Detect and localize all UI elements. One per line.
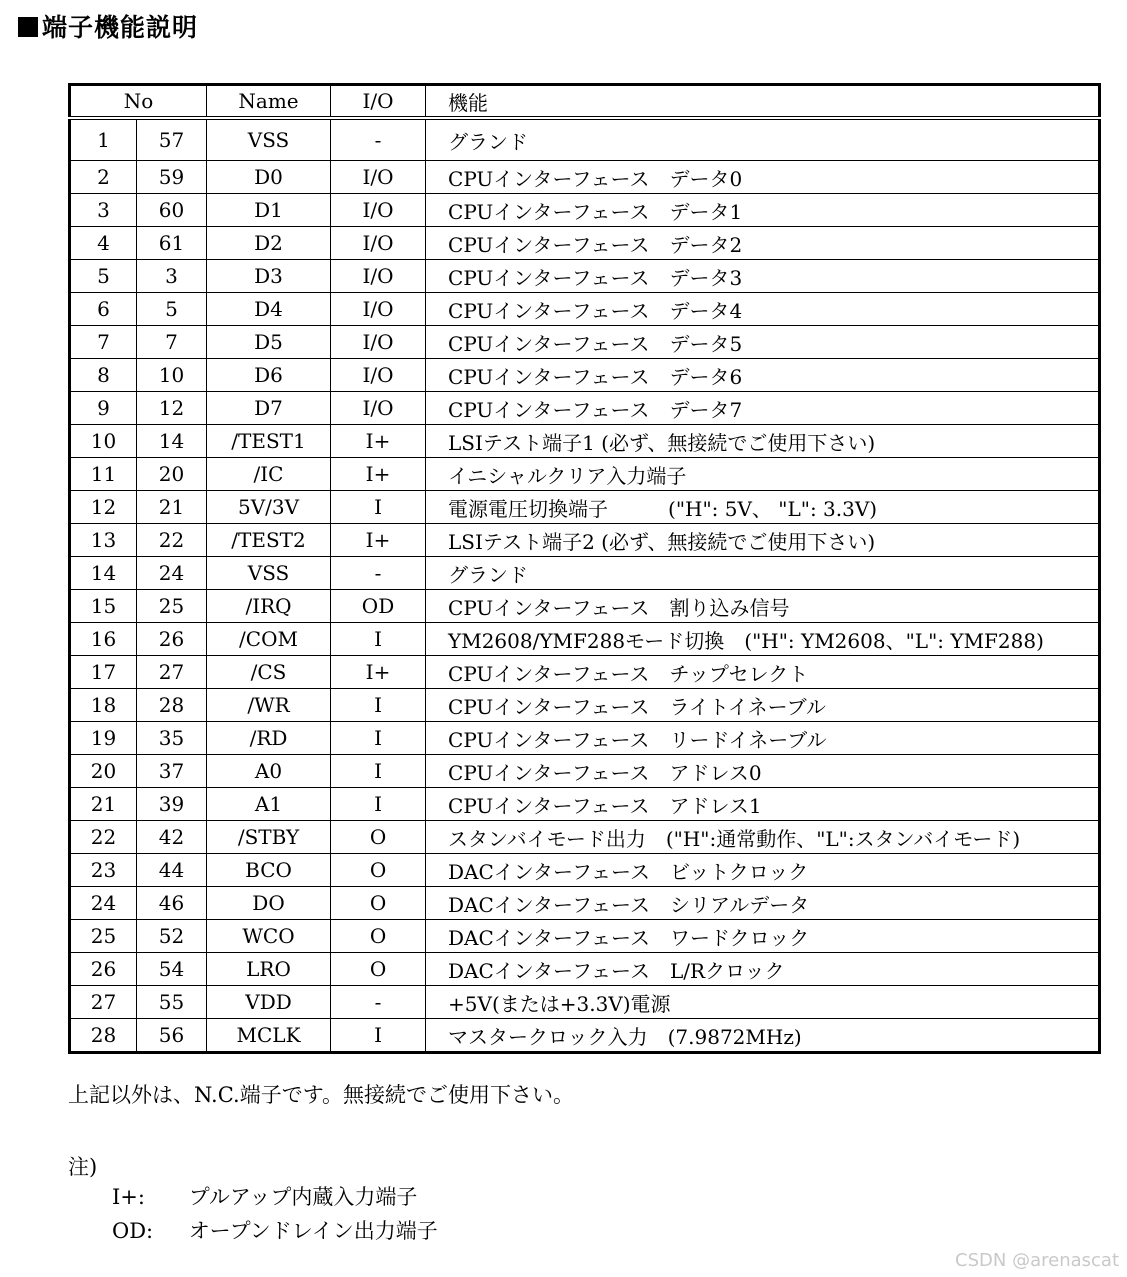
cell-function: DACインターフェース L/Rクロック — [426, 953, 1100, 986]
cell-pin: 44 — [137, 854, 207, 887]
cell-no: 17 — [70, 656, 137, 689]
cell-pin: 60 — [137, 194, 207, 227]
cell-pin: 35 — [137, 722, 207, 755]
table-row — [70, 425, 1100, 458]
cell-no: 18 — [70, 689, 137, 722]
cell-io: I+ — [331, 524, 426, 557]
cell-io: OD — [331, 590, 426, 623]
cell-io: O — [331, 821, 426, 854]
cell-function: CPUインターフェース アドレス0 — [426, 755, 1100, 788]
table-row — [70, 194, 1100, 227]
cell-io: I — [331, 788, 426, 821]
cell-name: /TEST2 — [207, 524, 331, 557]
cell-pin: 61 — [137, 227, 207, 260]
cell-no: 12 — [70, 491, 137, 524]
cell-name: D0 — [207, 161, 331, 194]
cell-io: I — [331, 491, 426, 524]
cell-name: 5V/3V — [207, 491, 331, 524]
cell-io: I/O — [331, 359, 426, 392]
legend-item — [112, 1181, 417, 1211]
cell-no: 24 — [70, 887, 137, 920]
legend-text: オープンドレイン出力端子 — [188, 1219, 438, 1243]
legend-key: I+: — [112, 1185, 145, 1209]
cell-no: 27 — [70, 986, 137, 1019]
cell-function: DACインターフェース ワードクロック — [426, 920, 1100, 953]
notes-title: 注) — [68, 1155, 98, 1179]
cell-pin: 5 — [137, 293, 207, 326]
cell-pin: 22 — [137, 524, 207, 557]
square-bullet-icon — [18, 17, 38, 37]
cell-io: I — [331, 689, 426, 722]
table-row — [70, 161, 1100, 194]
table-body — [70, 118, 1100, 1053]
cell-no: 26 — [70, 953, 137, 986]
cell-no: 4 — [70, 227, 137, 260]
header-function: 機能 — [426, 85, 1100, 119]
cell-io: I+ — [331, 425, 426, 458]
cell-pin: 25 — [137, 590, 207, 623]
cell-no: 16 — [70, 623, 137, 656]
cell-no: 11 — [70, 458, 137, 491]
cell-name: D3 — [207, 260, 331, 293]
cell-io: I — [331, 722, 426, 755]
pin-function-table — [68, 83, 1101, 1054]
table-row — [70, 854, 1100, 887]
cell-no: 2 — [70, 161, 137, 194]
cell-name: BCO — [207, 854, 331, 887]
cell-pin: 27 — [137, 656, 207, 689]
cell-function: CPUインターフェース 割り込み信号 — [426, 590, 1100, 623]
cell-function: CPUインターフェース データ7 — [426, 392, 1100, 425]
cell-pin: 7 — [137, 326, 207, 359]
cell-no: 19 — [70, 722, 137, 755]
cell-pin: 12 — [137, 392, 207, 425]
cell-no: 8 — [70, 359, 137, 392]
cell-function: CPUインターフェース データ1 — [426, 194, 1100, 227]
cell-name: WCO — [207, 920, 331, 953]
cell-name: /TEST1 — [207, 425, 331, 458]
cell-io: I/O — [331, 293, 426, 326]
table-row — [70, 953, 1100, 986]
cell-function: イニシャルクリア入力端子 — [426, 458, 1100, 491]
cell-function: CPUインターフェース アドレス1 — [426, 788, 1100, 821]
table-row — [70, 656, 1100, 689]
cell-io: O — [331, 854, 426, 887]
cell-no: 5 — [70, 260, 137, 293]
cell-pin: 42 — [137, 821, 207, 854]
page-title-text: 端子機能説明 — [42, 13, 199, 42]
cell-io: I/O — [331, 260, 426, 293]
table-row — [70, 821, 1100, 854]
cell-name: D2 — [207, 227, 331, 260]
cell-no: 25 — [70, 920, 137, 953]
cell-no: 15 — [70, 590, 137, 623]
table-row — [70, 689, 1100, 722]
cell-function: CPUインターフェース リードイネーブル — [426, 722, 1100, 755]
table-row — [70, 788, 1100, 821]
cell-io: - — [331, 118, 426, 161]
cell-no: 23 — [70, 854, 137, 887]
legend-key: OD: — [112, 1219, 154, 1243]
cell-function: CPUインターフェース チップセレクト — [426, 656, 1100, 689]
cell-no: 9 — [70, 392, 137, 425]
cell-function: CPUインターフェース ライトイネーブル — [426, 689, 1100, 722]
cell-io: I — [331, 1019, 426, 1053]
table-row — [70, 623, 1100, 656]
cell-pin: 59 — [137, 161, 207, 194]
header-no: No — [70, 85, 207, 119]
cell-function: CPUインターフェース データ5 — [426, 326, 1100, 359]
cell-pin: 37 — [137, 755, 207, 788]
cell-no: 14 — [70, 557, 137, 590]
cell-pin: 55 — [137, 986, 207, 1019]
cell-function: CPUインターフェース データ3 — [426, 260, 1100, 293]
cell-pin: 46 — [137, 887, 207, 920]
cell-function: +5V(または+3.3V)電源 — [426, 986, 1100, 1019]
cell-io: O — [331, 920, 426, 953]
cell-name: MCLK — [207, 1019, 331, 1053]
cell-io: I/O — [331, 161, 426, 194]
cell-io: I — [331, 623, 426, 656]
legend-item — [112, 1215, 438, 1245]
watermark: CSDN @arenascat — [955, 1250, 1119, 1271]
cell-io: - — [331, 557, 426, 590]
table-header-row — [70, 85, 1100, 119]
table-row — [70, 986, 1100, 1019]
cell-function: CPUインターフェース データ2 — [426, 227, 1100, 260]
cell-pin: 20 — [137, 458, 207, 491]
cell-function: LSIテスト端子1 (必ず、無接続でご使用下さい) — [426, 425, 1100, 458]
cell-no: 20 — [70, 755, 137, 788]
table-row — [70, 491, 1100, 524]
cell-name: /RD — [207, 722, 331, 755]
cell-no: 3 — [70, 194, 137, 227]
cell-name: VDD — [207, 986, 331, 1019]
legend-text: プルアップ内蔵入力端子 — [188, 1185, 418, 1209]
cell-name: /CS — [207, 656, 331, 689]
cell-no: 1 — [70, 118, 137, 161]
cell-pin: 21 — [137, 491, 207, 524]
cell-name: A0 — [207, 755, 331, 788]
cell-name: D4 — [207, 293, 331, 326]
cell-pin: 10 — [137, 359, 207, 392]
cell-function: YM2608/YMF288モード切換 ("H": YM2608、"L": YMF288) — [426, 623, 1100, 656]
cell-io: I/O — [331, 326, 426, 359]
cell-name: D7 — [207, 392, 331, 425]
cell-function: CPUインターフェース データ0 — [426, 161, 1100, 194]
cell-name: D6 — [207, 359, 331, 392]
table-row — [70, 458, 1100, 491]
cell-name: /IRQ — [207, 590, 331, 623]
cell-name: D1 — [207, 194, 331, 227]
cell-function: CPUインターフェース データ6 — [426, 359, 1100, 392]
cell-io: - — [331, 986, 426, 1019]
table-row — [70, 118, 1100, 161]
cell-function: LSIテスト端子2 (必ず、無接続でご使用下さい) — [426, 524, 1100, 557]
cell-name: /IC — [207, 458, 331, 491]
table-row — [70, 887, 1100, 920]
table-row — [70, 1019, 1100, 1053]
cell-io: I/O — [331, 227, 426, 260]
cell-name: /STBY — [207, 821, 331, 854]
page-title — [18, 8, 198, 44]
cell-function: 電源電圧切換端子 ("H": 5V、 "L": 3.3V) — [426, 491, 1100, 524]
cell-no: 21 — [70, 788, 137, 821]
cell-pin: 28 — [137, 689, 207, 722]
table-row — [70, 392, 1100, 425]
cell-name: /COM — [207, 623, 331, 656]
cell-no: 22 — [70, 821, 137, 854]
cell-name: VSS — [207, 557, 331, 590]
cell-function: CPUインターフェース データ4 — [426, 293, 1100, 326]
table-row — [70, 920, 1100, 953]
cell-name: A1 — [207, 788, 331, 821]
cell-no: 13 — [70, 524, 137, 557]
table-row — [70, 755, 1100, 788]
cell-name: LRO — [207, 953, 331, 986]
header-name: Name — [207, 85, 331, 119]
table-row — [70, 524, 1100, 557]
cell-pin: 56 — [137, 1019, 207, 1053]
cell-function: マスタークロック入力 (7.9872MHz) — [426, 1019, 1100, 1053]
table-row — [70, 359, 1100, 392]
cell-name: VSS — [207, 118, 331, 161]
cell-io: I+ — [331, 656, 426, 689]
cell-name: DO — [207, 887, 331, 920]
table-row — [70, 557, 1100, 590]
cell-pin: 52 — [137, 920, 207, 953]
cell-function: DACインターフェース シリアルデータ — [426, 887, 1100, 920]
cell-pin: 24 — [137, 557, 207, 590]
cell-function: DACインターフェース ビットクロック — [426, 854, 1100, 887]
table-row — [70, 722, 1100, 755]
cell-io: I+ — [331, 458, 426, 491]
table-row — [70, 260, 1100, 293]
cell-function: グランド — [426, 118, 1100, 161]
cell-io: O — [331, 953, 426, 986]
table-row — [70, 590, 1100, 623]
cell-pin: 39 — [137, 788, 207, 821]
table-row — [70, 227, 1100, 260]
cell-no: 6 — [70, 293, 137, 326]
cell-no: 10 — [70, 425, 137, 458]
cell-no: 7 — [70, 326, 137, 359]
cell-pin: 26 — [137, 623, 207, 656]
cell-name: D5 — [207, 326, 331, 359]
cell-pin: 14 — [137, 425, 207, 458]
cell-pin: 57 — [137, 118, 207, 161]
cell-pin: 54 — [137, 953, 207, 986]
cell-io: I/O — [331, 194, 426, 227]
cell-name: /WR — [207, 689, 331, 722]
cell-pin: 3 — [137, 260, 207, 293]
cell-no: 28 — [70, 1019, 137, 1053]
table-row — [70, 293, 1100, 326]
cell-io: O — [331, 887, 426, 920]
table-row — [70, 326, 1100, 359]
cell-function: グランド — [426, 557, 1100, 590]
cell-function: スタンバイモード出力 ("H":通常動作、"L":スタンバイモード) — [426, 821, 1100, 854]
header-io: I/O — [331, 85, 426, 119]
cell-io: I/O — [331, 392, 426, 425]
footnote: 上記以外は、N.C.端子です。無接続でご使用下さい。 — [68, 1083, 575, 1107]
cell-io: I — [331, 755, 426, 788]
